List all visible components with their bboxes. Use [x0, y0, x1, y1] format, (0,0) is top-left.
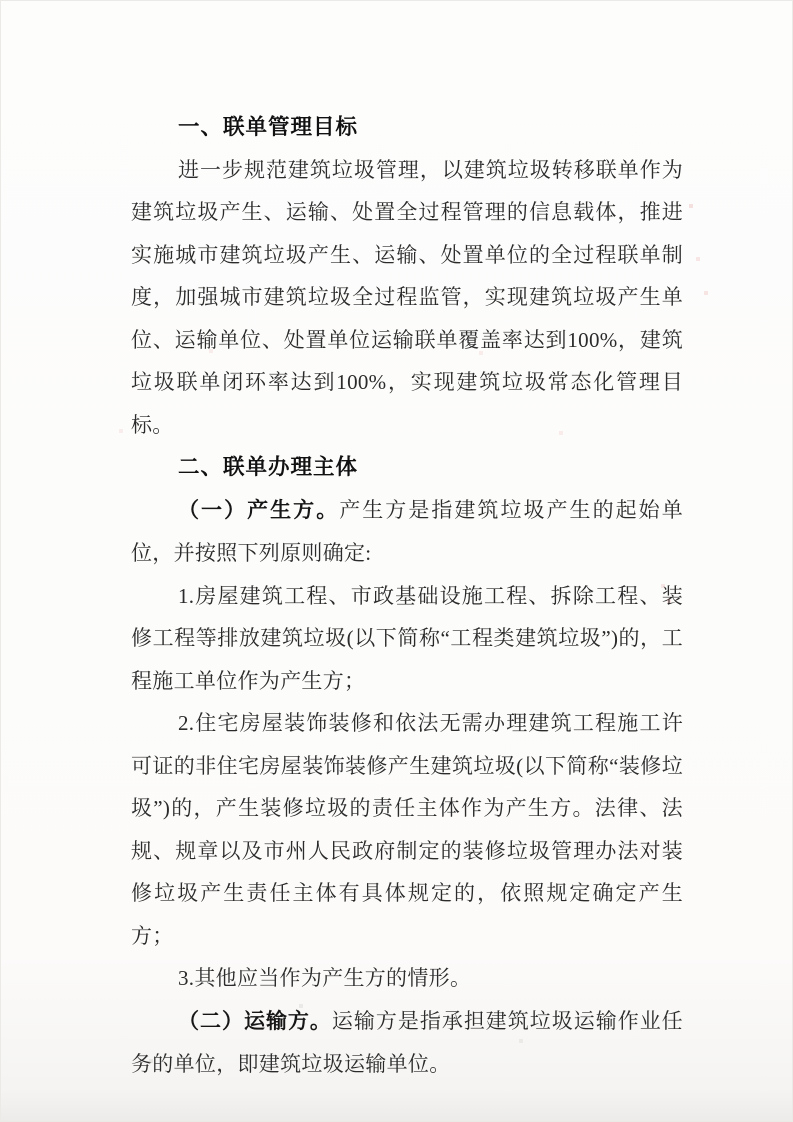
paragraph-lead-transporter: （二）运输方。 [178, 1009, 332, 1033]
paragraph-transporter-definition [131, 1000, 683, 1086]
paragraph-text-producer: 产生方是指建筑垃圾产生的起始单位，并按照下列原则确定: [131, 497, 683, 565]
paragraph-text-transporter: 运输方是指承担建筑垃圾运输作业任务的单位，即建筑垃圾运输单位。 [131, 1008, 683, 1076]
paragraph-goals-body: 进一步规范建筑垃圾管理，以建筑垃圾转移联单作为建筑垃圾产生、运输、处置全过程管理的信息载体，推进实施城市建筑垃圾产生、运输、处置单位的全过程联单制度，加强城市建筑垃圾全过程监管，实现建筑垃圾产生单位、运输单位、处置单位运输联单覆盖率达到100%，建筑垃圾联单闭环率达到100%，实现建筑垃圾常态化管理目标。 [131, 157, 683, 437]
paragraph-item-2-renovation-waste: 2.住宅房屋装饰装修和依法无需办理建筑工程施工许可证的非住宅房屋装饰装修产生建筑垃圾(以下简称“装修垃圾”)的，产生装修垃圾的责任主体作为产生方。法律、法规、规章以及市州人民政府制定的装修垃圾管理办法对装修垃圾产生责任主体有具体规定的，依照规定确定产生方； [131, 711, 683, 948]
paragraph-producer-definition [131, 489, 683, 575]
scan-noise-speckles [0, 0, 2, 2]
document-body [131, 106, 683, 1086]
paragraph-item-3-other-cases: 3.其他应当作为产生方的情形。 [178, 966, 472, 990]
paragraph-lead-producer: （一）产生方。 [178, 498, 340, 522]
section-heading-handling-subjects: 二、联单办理主体 [178, 455, 359, 479]
paragraph-item-1-engineering-waste: 1.房屋建筑工程、市政基础设施工程、拆除工程、装修工程等排放建筑垃圾(以下简称“工程类建筑垃圾”)的，工程施工单位作为产生方； [131, 583, 683, 693]
section-heading-management-goals: 一、联单管理目标 [178, 115, 359, 139]
